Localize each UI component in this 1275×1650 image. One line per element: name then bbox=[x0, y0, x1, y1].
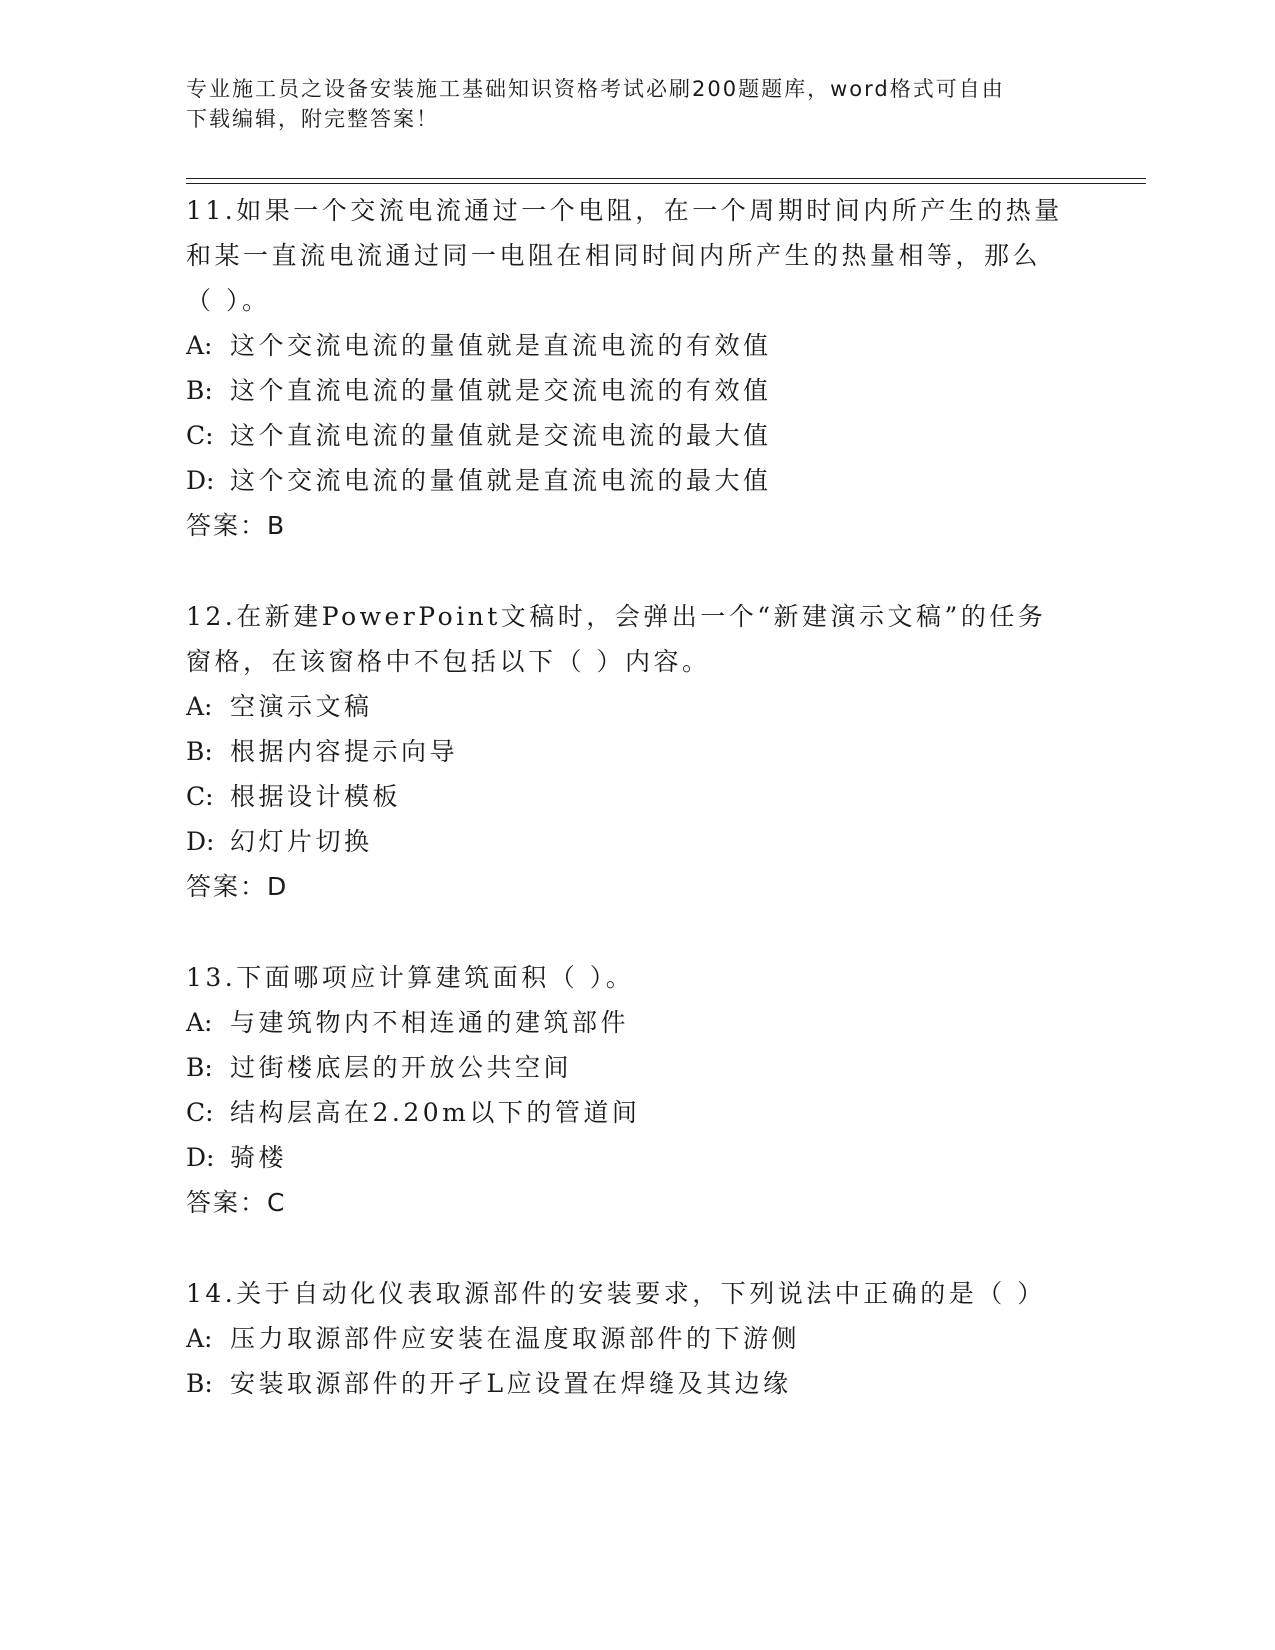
question-stem-line: 和某一直流电流通过同一电阻在相同时间内所产生的热量相等，那么 bbox=[186, 241, 1042, 270]
question-14 bbox=[186, 1271, 1086, 1406]
option-text: 过街楼底层的开放公共空间 bbox=[230, 1053, 573, 1082]
answer-line: 答案：B bbox=[186, 511, 287, 540]
option-text: 这个交流电流的量值就是直流电流的最大值 bbox=[230, 466, 772, 495]
option-key: B: bbox=[186, 737, 213, 766]
option-b bbox=[186, 1045, 1086, 1090]
option-b bbox=[186, 1361, 1086, 1406]
option-text: 这个交流电流的量值就是直流电流的有效值 bbox=[230, 331, 772, 360]
option-c bbox=[186, 1090, 1086, 1135]
question-12 bbox=[186, 594, 1086, 909]
option-a bbox=[186, 684, 1086, 729]
option-c bbox=[186, 413, 1086, 458]
option-d bbox=[186, 819, 1086, 864]
header-divider-top bbox=[186, 178, 1146, 179]
header-divider-bottom bbox=[186, 183, 1146, 184]
question-stem-line: 13.下面哪项应计算建筑面积（ ）。 bbox=[186, 963, 635, 992]
option-b bbox=[186, 729, 1086, 774]
option-c bbox=[186, 774, 1086, 819]
option-key: C: bbox=[186, 782, 214, 811]
option-key: B: bbox=[186, 1053, 213, 1082]
option-key: B: bbox=[186, 376, 213, 405]
option-text: 结构层高在2.20m以下的管道间 bbox=[230, 1098, 641, 1127]
question-stem-line: 12.在新建PowerPoint文稿时，会弹出一个“新建演示文稿”的任务 bbox=[186, 602, 1047, 631]
question-stem-line: 窗格，在该窗格中不包括以下（ ）内容。 bbox=[186, 647, 711, 676]
question-stem-line: 11.如果一个交流电流通过一个电阻，在一个周期时间内所产生的热量 bbox=[186, 196, 1063, 225]
option-key: D: bbox=[186, 827, 215, 856]
option-text: 压力取源部件应安装在温度取源部件的下游侧 bbox=[230, 1324, 801, 1353]
option-text: 根据内容提示向导 bbox=[230, 737, 459, 766]
header-line-2: 下载编辑，附完整答案！ bbox=[186, 107, 439, 131]
option-text: 根据设计模板 bbox=[230, 782, 402, 811]
option-a bbox=[186, 1316, 1086, 1361]
option-text: 与建筑物内不相连通的建筑部件 bbox=[230, 1008, 630, 1037]
option-key: A: bbox=[186, 1324, 213, 1353]
option-d bbox=[186, 1135, 1086, 1180]
option-text: 空演示文稿 bbox=[230, 692, 373, 721]
answer-line: 答案：C bbox=[186, 1188, 287, 1217]
document-header bbox=[186, 74, 1066, 134]
header-line-1: 专业施工员之设备安装施工基础知识资格考试必刷200题题库，word格式可自由 bbox=[186, 77, 1005, 101]
option-key: D: bbox=[186, 466, 215, 495]
question-stem-line: 14.关于自动化仪表取源部件的安装要求，下列说法中正确的是（ ） bbox=[186, 1279, 1046, 1308]
question-stem-line: （ ）。 bbox=[186, 286, 271, 315]
option-key: D: bbox=[186, 1143, 215, 1172]
option-text: 骑楼 bbox=[230, 1143, 288, 1172]
option-b bbox=[186, 368, 1086, 413]
option-text: 这个直流电流的量值就是交流电流的有效值 bbox=[230, 376, 772, 405]
option-a bbox=[186, 323, 1086, 368]
question-11 bbox=[186, 188, 1086, 548]
question-13 bbox=[186, 955, 1086, 1225]
option-text: 这个直流电流的量值就是交流电流的最大值 bbox=[230, 421, 772, 450]
option-text: 安装取源部件的开孑L应设置在焊缝及其边缘 bbox=[230, 1369, 792, 1398]
option-key: B: bbox=[186, 1369, 213, 1398]
option-text: 幻灯片切换 bbox=[230, 827, 373, 856]
option-d bbox=[186, 458, 1086, 503]
option-key: A: bbox=[186, 692, 213, 721]
option-key: C: bbox=[186, 1098, 214, 1127]
option-key: A: bbox=[186, 1008, 213, 1037]
option-a bbox=[186, 1000, 1086, 1045]
option-key: C: bbox=[186, 421, 214, 450]
question-list bbox=[186, 188, 1086, 1406]
option-key: A: bbox=[186, 331, 213, 360]
answer-line: 答案：D bbox=[186, 872, 289, 901]
